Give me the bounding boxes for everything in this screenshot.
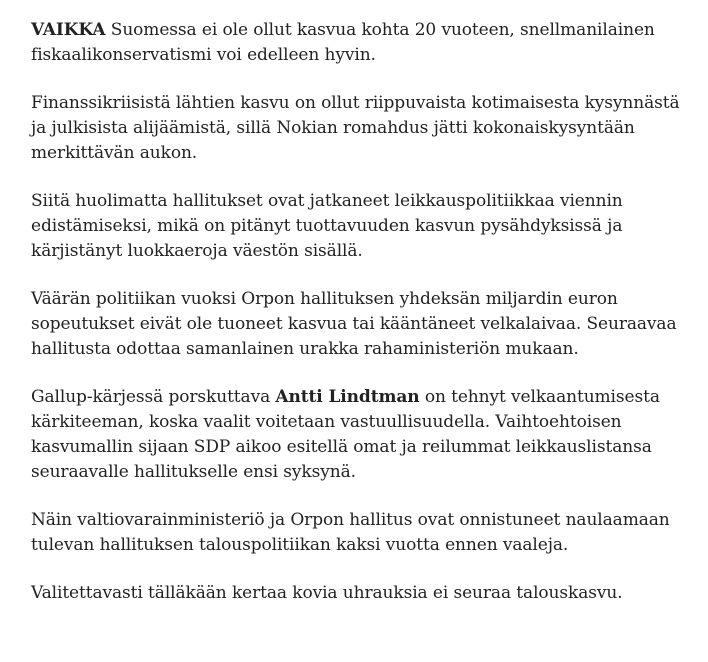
paragraph-text: Näin valtiovarainministeriö ja Orpon hallitus ovat onnistuneet naulaamaan tulevan hallituksen talouspolitiikan kaksi vuotta ennen vaaleja. [31, 510, 670, 555]
paragraph-6 [31, 508, 684, 558]
paragraph-text-before: Gallup-kärjessä porskuttava [31, 387, 276, 407]
paragraph-text: Suomessa ei ole ollut kasvua kohta 20 vuoteen, snellmanilainen fiskaalikonservatismi voi edelleen hyvin. [31, 20, 655, 65]
paragraph-text: Valitettavasti tälläkään kertaa kovia uhrauksia ei seuraa talouskasvu. [31, 583, 623, 603]
person-name: Antti Lindtman [275, 387, 420, 407]
paragraph-7 [31, 581, 684, 606]
paragraph-text-after: on tehnyt velkaantumisesta kärkiteeman, koska vaalit voitetaan vastuullisuudella. Vaihtoehtoisen kasvumallin sijaan SDP aikoo esitellä omat ja reilummat leikkauslistansa seuraavalle hallitukselle ensi syksynä. [31, 387, 660, 482]
paragraph-2 [31, 91, 684, 166]
paragraph-text: Siitä huolimatta hallitukset ovat jatkaneet leikkauspolitiikkaa viennin edistämiseksi, mikä on pitänyt tuottavuuden kasvun pysähdyksissä ja kärjistänyt luokkaeroja väestön sisällä. [31, 191, 623, 261]
paragraph-3 [31, 189, 684, 264]
lead-word: VAIKKA [31, 20, 106, 40]
paragraph-4 [31, 287, 684, 362]
paragraph-text: Finanssikriisistä lähtien kasvu on ollut riippuvaista kotimaisesta kysynnästä ja julkisista alijäämistä, sillä Nokian romahdus jätti kokonaiskysyntään merkittävän aukon. [31, 93, 680, 163]
paragraph-1 [31, 18, 684, 68]
paragraph-5 [31, 385, 684, 485]
paragraph-text: Väärän politiikan vuoksi Orpon hallituksen yhdeksän miljardin euron sopeutukset eivät ole tuoneet kasvua tai kääntäneet velkalaivaa. Seuraavaa hallitusta odottaa samanlainen urakka rahaministeriön mukaan. [31, 289, 677, 359]
